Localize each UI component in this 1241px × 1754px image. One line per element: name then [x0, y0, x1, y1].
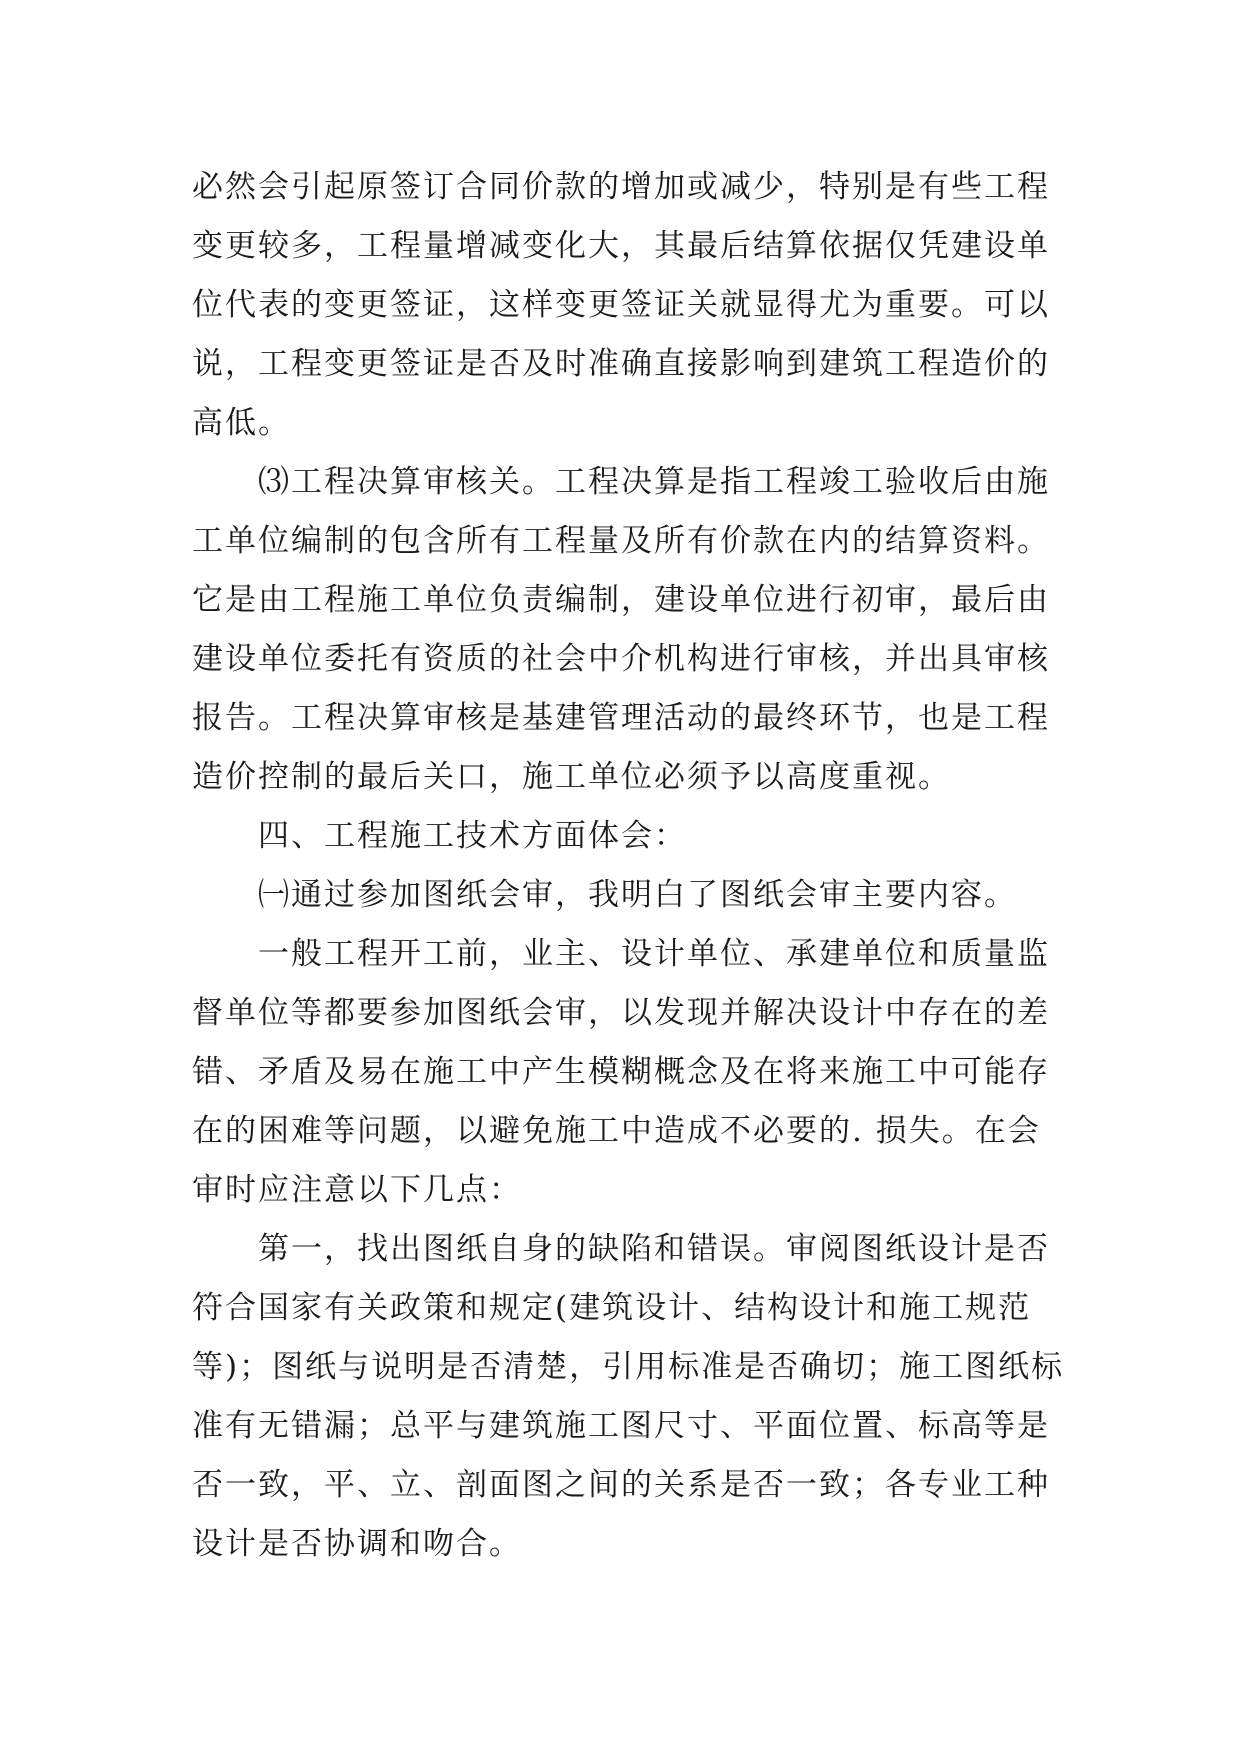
text-line: 符合国家有关政策和规定(建筑设计、结构设计和施工规范	[192, 1290, 1032, 1326]
paragraph-start-line: 第一，找出图纸自身的缺陷和错误。审阅图纸设计是否	[258, 1231, 1050, 1267]
text-line: 准有无错漏；总平与建筑施工图尺寸、平面位置、标高等是	[192, 1408, 1050, 1444]
document-body	[192, 158, 1065, 1574]
text-line: 必然会引起原签订合同价款的增加或减少，特别是有些工程	[192, 169, 1050, 205]
text-line: 说，工程变更签证是否及时准确直接影响到建筑工程造价的	[192, 346, 1050, 382]
text-line: 督单位等都要参加图纸会审，以发现并解决设计中存在的差	[192, 995, 1050, 1031]
text-line: 在的困难等问题，以避免施工中造成不必要的. 损失。在会	[192, 1113, 1041, 1149]
text-line: 等)；图纸与说明是否清楚，引用标准是否确切；施工图纸标	[192, 1349, 1065, 1385]
text-line: 审时应注意以下几点：	[192, 1172, 522, 1208]
subsection-heading: ㈠通过参加图纸会审，我明白了图纸会审主要内容。	[258, 877, 1017, 913]
text-line: 错、矛盾及易在施工中产生模糊概念及在将来施工中可能存	[192, 1054, 1050, 1090]
text-line: 造价控制的最后关口，施工单位必须予以高度重视。	[192, 759, 951, 795]
text-line: 变更较多，工程量增减变化大，其最后结算依据仅凭建设单	[192, 228, 1050, 264]
text-line: 位代表的变更签证，这样变更签证关就显得尤为重要。可以	[192, 287, 1050, 323]
text-line: 工单位编制的包含所有工程量及所有价款在内的结算资料。	[192, 523, 1050, 559]
text-line: 设计是否协调和吻合。	[192, 1526, 522, 1562]
text-line: 否一致，平、立、剖面图之间的关系是否一致；各专业工种	[192, 1467, 1050, 1503]
paragraph-start-line: 一般工程开工前，业主、设计单位、承建单位和质量监	[258, 936, 1050, 972]
paragraph-start-line: ⑶工程决算审核关。工程决算是指工程竣工验收后由施	[258, 464, 1050, 500]
text-line: 报告。工程决算审核是基建管理活动的最终环节，也是工程	[192, 700, 1050, 736]
text-line: 它是由工程施工单位负责编制，建设单位进行初审，最后由	[192, 582, 1050, 618]
section-heading: 四、工程施工技术方面体会：	[258, 818, 687, 854]
text-line: 高低。	[192, 405, 291, 441]
text-line: 建设单位委托有资质的社会中介机构进行审核，并出具审核	[192, 641, 1050, 677]
